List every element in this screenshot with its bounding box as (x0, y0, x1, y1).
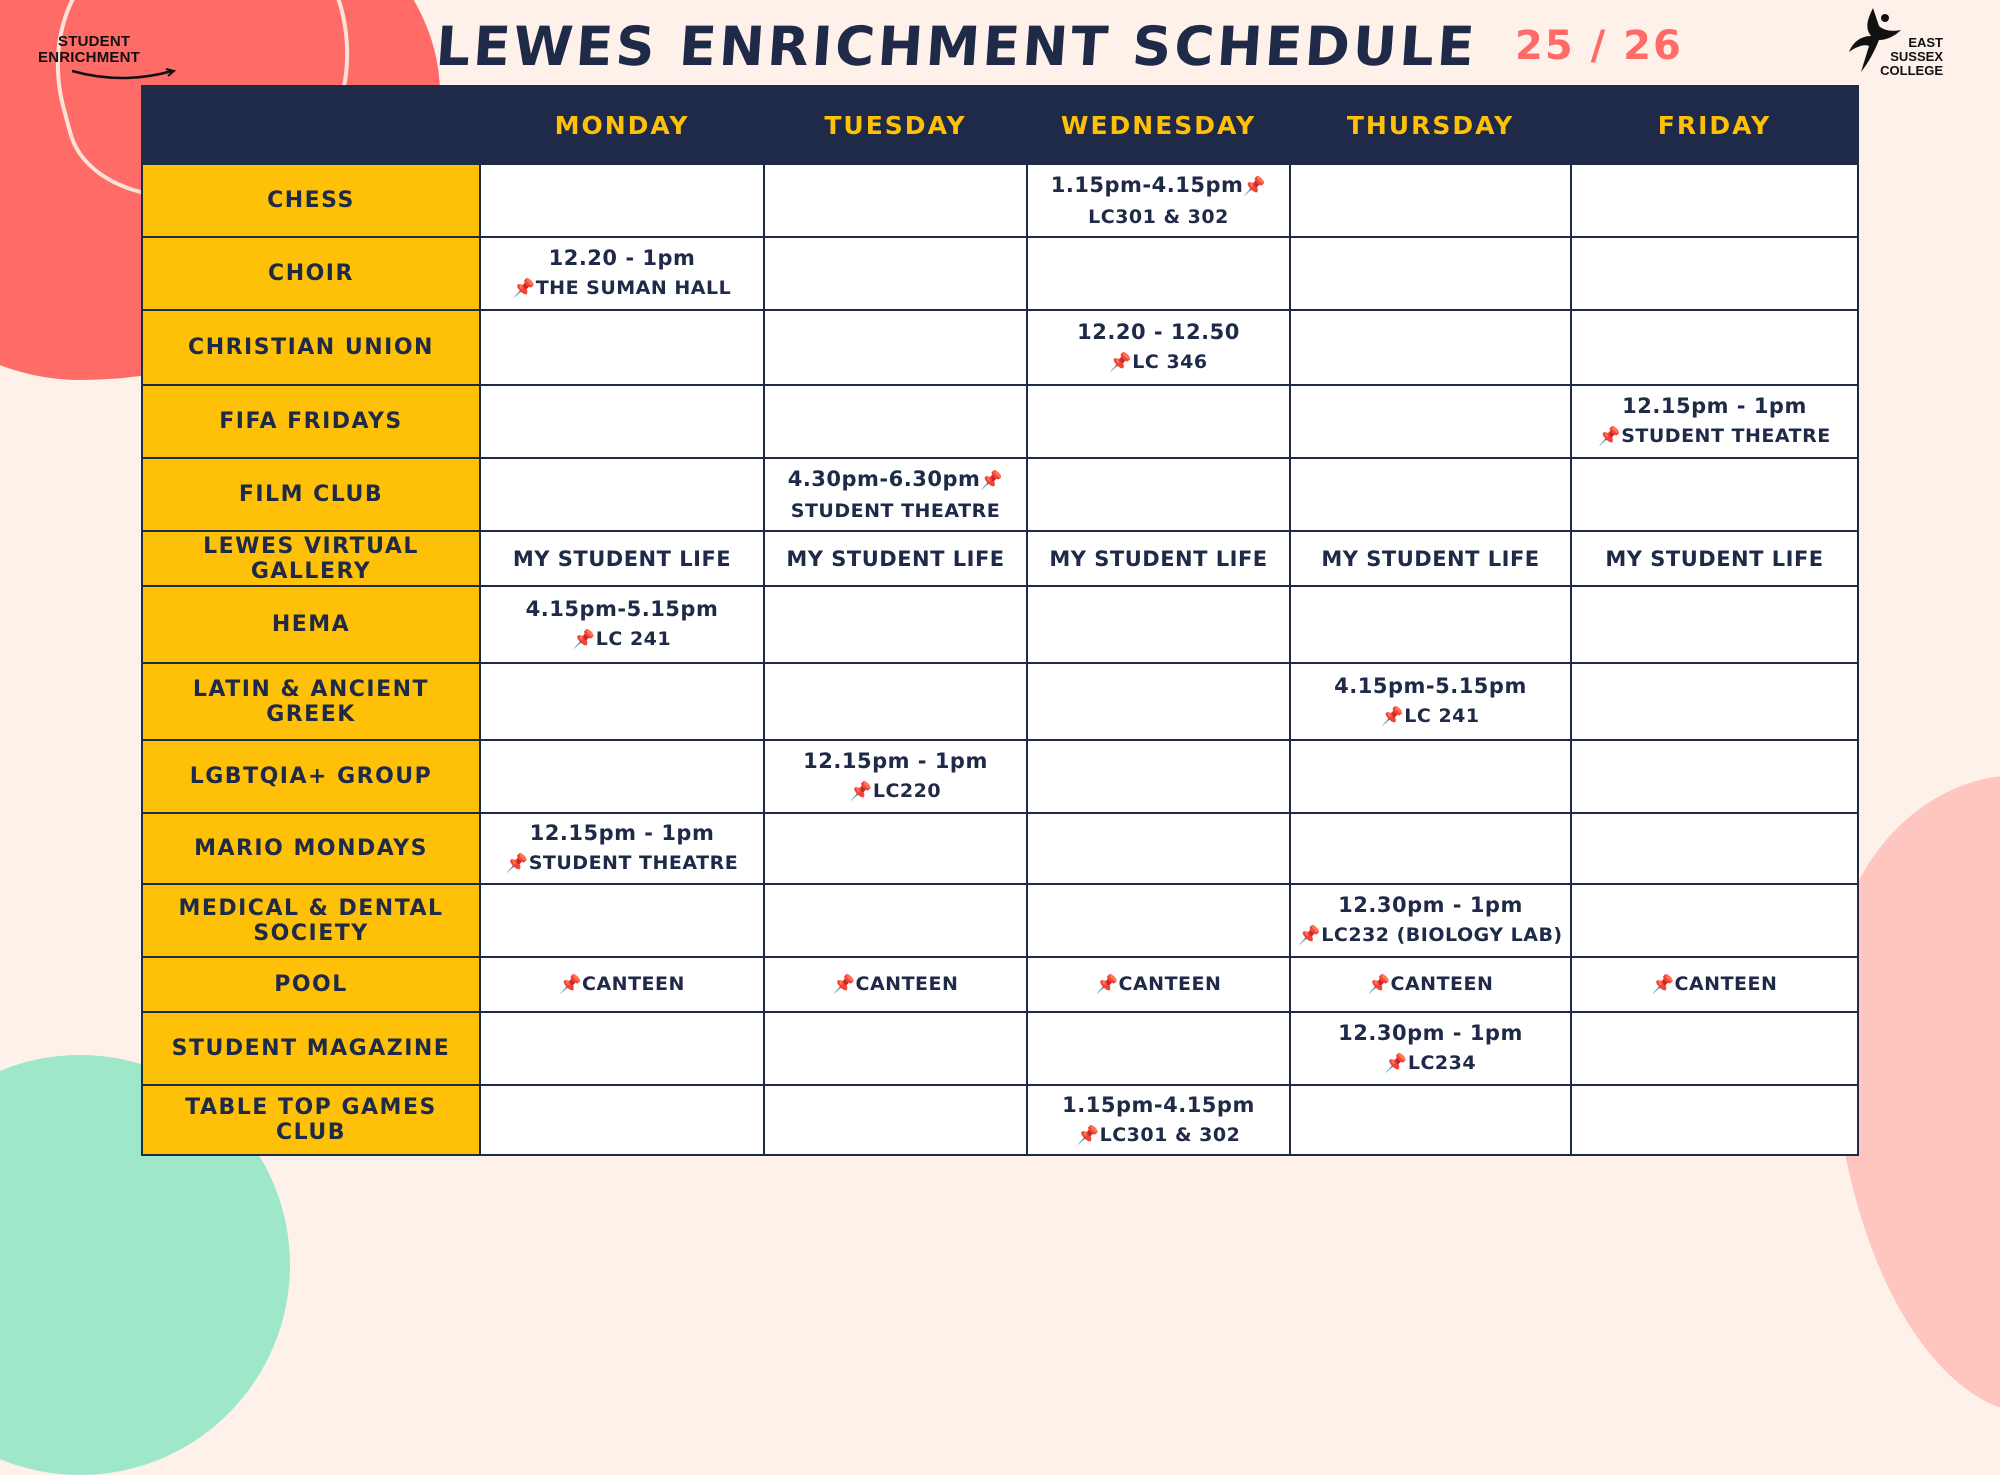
pushpin-icon: 📌 (1298, 925, 1322, 946)
session-cell-tuesday (764, 586, 1027, 663)
session-time-text: 4.15pm-5.15pm (1334, 674, 1527, 698)
schedule-row-table-top-games-club (142, 1085, 1858, 1155)
session-location (487, 848, 757, 879)
schedule-row-fifa-fridays (142, 385, 1858, 458)
session-cell-tuesday (764, 957, 1027, 1012)
session-time (771, 544, 1020, 574)
session-cell-monday (480, 1085, 764, 1155)
session-cell-thursday (1290, 957, 1571, 1012)
session-cell-tuesday (764, 237, 1027, 310)
activity-name: MARIO MONDAYS (142, 813, 480, 884)
session-cell-tuesday (764, 531, 1027, 586)
pushpin-icon: 📌 (1381, 706, 1405, 727)
pushpin-icon: 📌 (832, 974, 856, 995)
session-cell-friday (1571, 385, 1858, 458)
session-location (487, 624, 757, 655)
session-time-text: 12.20 - 1pm (548, 246, 696, 270)
session-time-text: 12.30pm - 1pm (1338, 893, 1523, 917)
activity-name: CHOIR (142, 237, 480, 310)
academic-year: 25 / 26 (1515, 23, 1683, 69)
pushpin-icon: 📌 (849, 781, 873, 802)
session-cell-friday (1571, 884, 1858, 957)
session-cell-friday (1571, 663, 1858, 740)
session-cell-friday (1571, 1012, 1858, 1085)
session-location (1578, 969, 1851, 1000)
activity-name: TABLE TOP GAMES CLUB (142, 1085, 480, 1155)
schedule-row-choir (142, 237, 1858, 310)
logo-line-1: STUDENT (58, 33, 131, 50)
session-cell-tuesday (764, 164, 1027, 237)
pushpin-icon: 📌 (559, 974, 583, 995)
east-sussex-college-logo (1845, 6, 1955, 86)
session-location-text: LC232 (BIOLOGY LAB) (1321, 924, 1563, 946)
session-cell-thursday (1290, 458, 1571, 531)
schedule-row-student-magazine (142, 1012, 1858, 1085)
college-name-line-3: COLLEGE (1880, 63, 1943, 78)
session-cell-wednesday (1027, 957, 1290, 1012)
session-cell-wednesday (1027, 531, 1290, 586)
session-time-text: 12.15pm - 1pm (529, 821, 715, 845)
session-time (487, 243, 757, 273)
session-cell-thursday (1290, 740, 1571, 813)
session-cell-thursday (1290, 663, 1571, 740)
session-cell-friday (1571, 164, 1858, 237)
pushpin-icon: 📌 (980, 469, 1004, 491)
pushpin-icon: 📌 (1384, 1053, 1408, 1074)
session-location (1297, 1048, 1564, 1079)
activity-name: CHESS (142, 164, 480, 237)
session-time (1034, 170, 1283, 202)
session-cell-thursday (1290, 1012, 1571, 1085)
session-cell-wednesday (1027, 663, 1290, 740)
activity-name: FILM CLUB (142, 458, 480, 531)
student-enrichment-logo (38, 34, 188, 83)
pushpin-icon: 📌 (1095, 974, 1119, 995)
session-location (1297, 969, 1564, 1000)
session-time (1034, 1090, 1283, 1120)
session-location (1034, 1120, 1283, 1151)
activity-name: STUDENT MAGAZINE (142, 1012, 480, 1085)
session-cell-monday (480, 813, 764, 884)
session-cell-friday (1571, 237, 1858, 310)
session-time-text: MY STUDENT LIFE (1321, 546, 1540, 571)
activity-name: CHRISTIAN UNION (142, 310, 480, 385)
session-location-text: CANTEEN (1674, 973, 1778, 995)
header-row (142, 86, 1858, 164)
session-time-text: 12.20 - 12.50 (1077, 320, 1240, 344)
session-location-text: STUDENT THEATRE (528, 852, 739, 874)
session-cell-friday (1571, 531, 1858, 586)
session-location-text: STUDENT THEATRE (1621, 425, 1831, 447)
session-cell-friday (1571, 310, 1858, 385)
session-time-text: MY STUDENT LIFE (512, 546, 732, 571)
pushpin-icon: 📌 (1598, 426, 1622, 447)
session-cell-wednesday (1027, 385, 1290, 458)
pushpin-icon: 📌 (1243, 175, 1267, 197)
session-location-text: STUDENT THEATRE (790, 499, 1001, 522)
session-location (771, 969, 1020, 1000)
session-location-text: LC301 & 302 (1099, 1123, 1241, 1146)
session-cell-wednesday (1027, 813, 1290, 884)
session-cell-tuesday (764, 740, 1027, 813)
session-cell-monday (480, 663, 764, 740)
activity-name: FIFA FRIDAYS (142, 385, 480, 458)
session-time (771, 746, 1020, 776)
session-cell-friday (1571, 1085, 1858, 1155)
session-cell-tuesday (764, 1085, 1027, 1155)
session-cell-tuesday (764, 884, 1027, 957)
session-location-text: LC 241 (1404, 705, 1480, 727)
activity-name: LGBTQIA+ GROUP (142, 740, 480, 813)
session-cell-monday (480, 237, 764, 310)
session-time (1578, 544, 1851, 574)
session-time (1034, 544, 1283, 574)
session-cell-monday (480, 458, 764, 531)
session-cell-monday (480, 385, 764, 458)
session-cell-friday (1571, 458, 1858, 531)
session-cell-monday (480, 884, 764, 957)
session-time (487, 818, 757, 848)
session-cell-wednesday (1027, 237, 1290, 310)
session-location-text: THE SUMAN HALL (535, 277, 732, 299)
session-cell-tuesday (764, 310, 1027, 385)
session-cell-monday (480, 740, 764, 813)
session-location-text: LC220 (872, 780, 942, 802)
activity-name: POOL (142, 957, 480, 1012)
session-cell-wednesday (1027, 164, 1290, 237)
schedule-title: LEWES ENRICHMENT SCHEDULE (433, 14, 1480, 78)
schedule-row-chess (142, 164, 1858, 237)
session-cell-monday (480, 164, 764, 237)
enrichment-schedule-table (141, 85, 1859, 1156)
session-cell-tuesday (764, 663, 1027, 740)
session-location (487, 969, 757, 1000)
pushpin-icon: 📌 (1109, 352, 1133, 373)
session-location (1297, 701, 1564, 732)
schedule-row-christian-union (142, 310, 1858, 385)
session-location (1297, 920, 1564, 951)
session-location (771, 776, 1020, 807)
session-cell-tuesday (764, 385, 1027, 458)
session-location-text: LC234 (1407, 1052, 1477, 1074)
pushpin-icon: 📌 (505, 853, 529, 874)
session-location-text: CANTEEN (1390, 973, 1494, 995)
schedule-row-lewes-virtual-gallery (142, 531, 1858, 586)
session-time-text: 1.15pm-4.15pm (1062, 1092, 1255, 1117)
session-cell-friday (1571, 586, 1858, 663)
activity-name: LATIN & ANCIENT GREEK (142, 663, 480, 740)
session-cell-thursday (1290, 531, 1571, 586)
corner-cell (142, 86, 480, 164)
session-location (487, 273, 757, 304)
session-cell-thursday (1290, 385, 1571, 458)
session-cell-friday (1571, 813, 1858, 884)
session-cell-monday (480, 586, 764, 663)
day-header-tuesday: TUESDAY (764, 86, 1027, 164)
schedule-row-latin-ancient-greek (142, 663, 1858, 740)
page-title (433, 8, 1683, 84)
schedule-row-lgbtqia-group (142, 740, 1858, 813)
session-cell-friday (1571, 740, 1858, 813)
session-time-text: 4.30pm-6.30pm (787, 466, 981, 491)
schedule-row-film-club (142, 458, 1858, 531)
session-location-text: LC301 & 302 (1088, 205, 1229, 228)
session-cell-tuesday (764, 813, 1027, 884)
session-time (1578, 391, 1851, 421)
session-cell-tuesday (764, 458, 1027, 531)
session-time (1297, 671, 1564, 701)
smile-swoosh-icon (68, 67, 178, 83)
session-location-text: CANTEEN (855, 973, 959, 995)
session-time (1034, 317, 1283, 347)
session-time-text: 12.30pm - 1pm (1338, 1021, 1523, 1045)
session-time (1297, 890, 1564, 920)
session-cell-friday (1571, 957, 1858, 1012)
session-cell-wednesday (1027, 458, 1290, 531)
session-location-text: LC 241 (595, 628, 672, 650)
session-location-text: LC 346 (1132, 351, 1208, 373)
pushpin-icon: 📌 (572, 629, 596, 650)
session-cell-monday (480, 957, 764, 1012)
pushpin-icon: 📌 (1076, 1124, 1100, 1146)
session-cell-tuesday (764, 1012, 1027, 1085)
session-cell-monday (480, 531, 764, 586)
session-cell-thursday (1290, 237, 1571, 310)
session-location-text: CANTEEN (582, 973, 685, 995)
session-time-text: 12.15pm - 1pm (1622, 394, 1807, 418)
college-name (1873, 36, 1943, 78)
session-time (487, 594, 757, 624)
session-time (487, 544, 757, 574)
activity-name: MEDICAL & DENTAL SOCIETY (142, 884, 480, 957)
session-time-text: MY STUDENT LIFE (1605, 546, 1824, 571)
pushpin-icon: 📌 (512, 278, 536, 299)
session-time-text: 4.15pm-5.15pm (525, 597, 719, 621)
pushpin-icon: 📌 (1367, 974, 1391, 995)
session-cell-thursday (1290, 310, 1571, 385)
session-cell-thursday (1290, 884, 1571, 957)
day-header-thursday: THURSDAY (1290, 86, 1571, 164)
session-location (1034, 202, 1283, 232)
session-time-text: MY STUDENT LIFE (1049, 546, 1268, 571)
session-cell-wednesday (1027, 884, 1290, 957)
session-cell-wednesday (1027, 1085, 1290, 1155)
session-time-text: 12.15pm - 1pm (803, 749, 988, 773)
session-cell-thursday (1290, 1085, 1571, 1155)
session-cell-wednesday (1027, 740, 1290, 813)
session-cell-wednesday (1027, 586, 1290, 663)
session-cell-wednesday (1027, 310, 1290, 385)
schedule-row-pool (142, 957, 1858, 1012)
activity-name: HEMA (142, 586, 480, 663)
session-cell-monday (480, 1012, 764, 1085)
session-cell-thursday (1290, 813, 1571, 884)
session-cell-thursday (1290, 164, 1571, 237)
session-time (1297, 544, 1564, 574)
college-name-line-2: SUSSEX (1890, 49, 1943, 64)
session-location (1034, 347, 1283, 378)
session-location (771, 496, 1020, 526)
day-header-friday: FRIDAY (1571, 86, 1858, 164)
schedule-row-mario-mondays (142, 813, 1858, 884)
pushpin-icon: 📌 (1651, 974, 1675, 995)
session-location-text: CANTEEN (1118, 973, 1222, 995)
session-time-text: 1.15pm-4.15pm (1050, 172, 1244, 197)
college-name-line-1: EAST (1908, 35, 1943, 50)
session-location (1578, 421, 1851, 452)
session-time (771, 464, 1020, 496)
logo-line-2: ENRICHMENT (38, 49, 140, 66)
session-cell-wednesday (1027, 1012, 1290, 1085)
activity-name: LEWES VIRTUAL GALLERY (142, 531, 480, 586)
session-cell-monday (480, 310, 764, 385)
session-cell-thursday (1290, 586, 1571, 663)
session-time (1297, 1018, 1564, 1048)
day-header-wednesday: WEDNESDAY (1027, 86, 1290, 164)
session-time-text: MY STUDENT LIFE (786, 546, 1005, 571)
schedule-row-hema (142, 586, 1858, 663)
day-header-monday: MONDAY (480, 86, 764, 164)
session-location (1034, 969, 1283, 1000)
schedule-row-medical-dental-society (142, 884, 1858, 957)
